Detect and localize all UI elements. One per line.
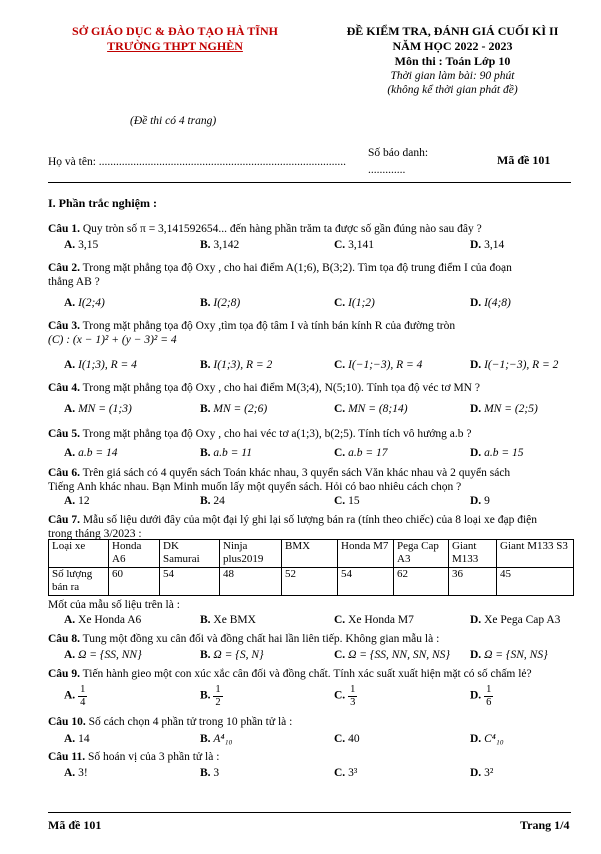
answer-d: D. Xe Pega Cap A3	[470, 614, 561, 626]
question-number: Câu 3.	[48, 320, 80, 332]
answer-b: B. MN = (2;6)	[200, 403, 268, 415]
header-divider	[48, 182, 571, 183]
question-text: Tung một đồng xu cân đối và đồng chất hai lần liên tiếp. Không gian mẫu là :	[82, 633, 440, 645]
answer-d: D. 3²	[470, 767, 494, 779]
answer-c: C. 40	[334, 733, 360, 745]
question-11	[48, 750, 578, 764]
question-text-cont: thẳng AB ?	[48, 276, 100, 289]
answer-c: C. MN = (8;14)	[334, 403, 408, 415]
question-number: Câu 5.	[48, 428, 80, 440]
answer-b: B. 24	[200, 495, 225, 507]
question-number: Câu 9.	[48, 668, 80, 680]
table-cell: Pega Cap A3	[394, 540, 449, 568]
answer-d: D. Ω = {SN, NS}	[470, 649, 548, 661]
question-number: Câu 1.	[48, 223, 80, 235]
table-cell: 60	[109, 568, 160, 596]
table-cell: 45	[497, 568, 574, 596]
answer-a: A. 12	[64, 495, 90, 507]
answer-b: B. $\frac{1}{2}$	[200, 684, 221, 708]
question-8	[48, 632, 578, 646]
answer-d: D. 3,14	[470, 239, 505, 251]
question-text: Trong mặt phẳng tọa độ Oxy , cho hai điểm A(1;6), B(3;2). Tìm tọa độ trung điểm I của đoạn	[82, 262, 512, 274]
table-cell: 36	[449, 568, 497, 596]
question-number: Câu 11.	[48, 751, 86, 763]
answer-b: B. I(1;3), R = 2	[200, 359, 273, 371]
answer-c: C. a.b = 17	[334, 447, 388, 459]
table-cell: 54	[160, 568, 220, 596]
answer-a: A. MN = (1;3)	[64, 403, 132, 415]
question-text: Trong mặt phẳng tọa độ Oxy , cho hai véc tơ a(1;3), b(2;5). Tính tích vô hướng a.b ?	[82, 428, 472, 440]
question-9	[48, 667, 578, 681]
answer-a: A. 3,15	[64, 239, 99, 251]
question-text: Số hoán vị của 3 phần tử là :	[87, 751, 220, 763]
department-name: SỞ GIÁO DỤC & ĐÀO TẠO HÀ TĨNH	[72, 24, 278, 38]
answer-d: D. C⁴₁₀	[470, 733, 504, 745]
exam-time: Thời gian làm bài: 90 phút	[390, 70, 515, 82]
table-row	[49, 568, 574, 596]
table-cell: 48	[220, 568, 282, 596]
answer-c: C. I(1;2)	[334, 297, 375, 309]
question-7-prompt: Mốt của mẫu số liệu trên là :	[48, 599, 180, 611]
answer-a: A. Ω = {SS, NN}	[64, 649, 142, 661]
question-2	[48, 261, 578, 290]
answer-d: D. I(−1;−3), R = 2	[470, 359, 559, 371]
answer-a: A. $\frac{1}{4}$	[64, 684, 86, 708]
question-text-cont: Tiếng Anh khác nhau. Bạn Minh muốn lấy một quyển sách. Hỏi có bao nhiêu cách chọn ?	[48, 481, 462, 494]
footer-divider	[48, 812, 571, 813]
question-number: Câu 4.	[48, 382, 80, 394]
footer-exam-code: Mã đề 101	[48, 818, 102, 832]
answer-c: C. Ω = {SS, NN, SN, NS}	[334, 649, 451, 661]
answer-a: A. Xe Honda A6	[64, 614, 142, 626]
school-header	[60, 24, 290, 54]
question-4	[48, 381, 578, 395]
school-year: NĂM HỌC 2022 - 2023	[392, 39, 513, 53]
answer-b: B. I(2;8)	[200, 297, 241, 309]
footer-page-number: Trang 1/4	[520, 818, 570, 832]
table-header-row	[49, 540, 574, 568]
circle-equation: (C) : (x − 1)² + (y − 3)² = 4	[48, 334, 177, 347]
answer-d: D. 9	[470, 495, 490, 507]
question-text: Tiến hành gieo một con xúc xắc cân đối và đồng chất. Tính xác suất xuất hiện mặt có số chấm lẻ?	[82, 668, 532, 680]
answer-a: A. a.b = 14	[64, 447, 118, 459]
school-name: TRƯỜNG THPT NGHÈN	[107, 39, 243, 53]
exam-code: Mã đề 101	[497, 153, 551, 167]
student-name-field: Họ và tên: ......................................................................................	[48, 156, 347, 168]
answer-d: D. a.b = 15	[470, 447, 524, 459]
answer-a: A. I(1;3), R = 4	[64, 359, 137, 371]
question-number: Câu 2.	[48, 262, 80, 274]
question-text: Trong mặt phẳng tọa độ Oxy ,tìm tọa độ tâm I và tính bán kính R của đường tròn	[82, 320, 456, 332]
answer-c: C. I(−1;−3), R = 4	[334, 359, 423, 371]
table-cell: DK Samurai	[160, 540, 220, 568]
subject: Môn thi : Toán Lớp 10	[394, 54, 511, 68]
answer-c: C. $\frac{1}{3}$	[334, 684, 356, 708]
candidate-number-field: .............	[368, 164, 406, 176]
answer-a: A. 14	[64, 733, 90, 745]
page-count-note: (Đề thi có 4 trang)	[130, 115, 217, 127]
answer-b: B. a.b = 11	[200, 447, 252, 459]
question-number: Câu 6.	[48, 467, 80, 479]
question-7	[48, 513, 578, 542]
table-cell: Số lượng bán ra	[49, 568, 109, 596]
question-1	[48, 222, 578, 236]
answer-b: B. 3	[200, 767, 220, 779]
answer-b: B. Ω = {S, N}	[200, 649, 264, 661]
answer-d: D. I(4;8)	[470, 297, 511, 309]
exam-title: ĐỀ KIỂM TRA, ĐÁNH GIÁ CUỐI KÌ II	[346, 24, 559, 38]
table-cell: BMX	[282, 540, 338, 568]
answer-a: A. 3!	[64, 767, 88, 779]
table-cell: Honda A6	[109, 540, 160, 568]
answer-b: B. 3,142	[200, 239, 240, 251]
question-3	[48, 319, 578, 348]
table-cell: Ninja plus2019	[220, 540, 282, 568]
answer-c: C. 3,141	[334, 239, 374, 251]
answer-c: C. 15	[334, 495, 360, 507]
question-text: Quy tròn số π = 3,141592654... đến hàng phần trăm ta được số gần đúng nào sau đây ?	[82, 223, 482, 235]
table-cell: Giant M133	[449, 540, 497, 568]
candidate-number-label: Số báo danh:	[368, 147, 429, 159]
sales-table	[48, 539, 574, 596]
question-number: Câu 7.	[48, 514, 80, 526]
answer-d: D. MN = (2;5)	[470, 403, 538, 415]
question-number: Câu 8.	[48, 633, 80, 645]
question-6	[48, 466, 578, 495]
question-text: Trong mặt phẳng tọa độ Oxy , cho hai điểm M(3;4), N(5;10). Tính tọa độ véc tơ MN ?	[82, 382, 480, 394]
table-cell: Honda M7	[338, 540, 394, 568]
question-5	[48, 427, 578, 441]
table-cell: Giant M133 S3	[497, 540, 574, 568]
section-title: I. Phần trắc nghiệm :	[48, 196, 157, 210]
table-cell: 62	[394, 568, 449, 596]
question-number: Câu 10.	[48, 716, 86, 728]
exam-header	[330, 24, 575, 98]
exam-time-note: (không kể thời gian phát đề)	[387, 84, 518, 97]
question-10	[48, 715, 578, 729]
answer-c: C. Xe Honda M7	[334, 614, 414, 626]
table-cell: 52	[282, 568, 338, 596]
answer-d: D. $\frac{1}{6}$	[470, 684, 492, 708]
question-text: Mẫu số liệu dưới đây của một đại lý ghi lại số lượng bán ra (tính theo chiếc) của 8 loại xe đạp điện	[82, 514, 537, 526]
table-cell: Loại xe	[49, 540, 109, 568]
answer-b: B. A⁴₁₀	[200, 733, 233, 745]
answer-c: C. 3³	[334, 767, 358, 779]
question-text: Trên giá sách có 4 quyển sách Toán khác nhau, 3 quyển sách Văn khác nhau và 2 quyển sách	[82, 467, 511, 479]
question-text-cont: trong tháng 3/2023 :	[48, 528, 142, 541]
answer-a: A. I(2;4)	[64, 297, 105, 309]
question-text: Số cách chọn 4 phần tử trong 10 phần tử là :	[88, 716, 293, 728]
table-cell: 54	[338, 568, 394, 596]
answer-b: B. Xe BMX	[200, 614, 256, 626]
